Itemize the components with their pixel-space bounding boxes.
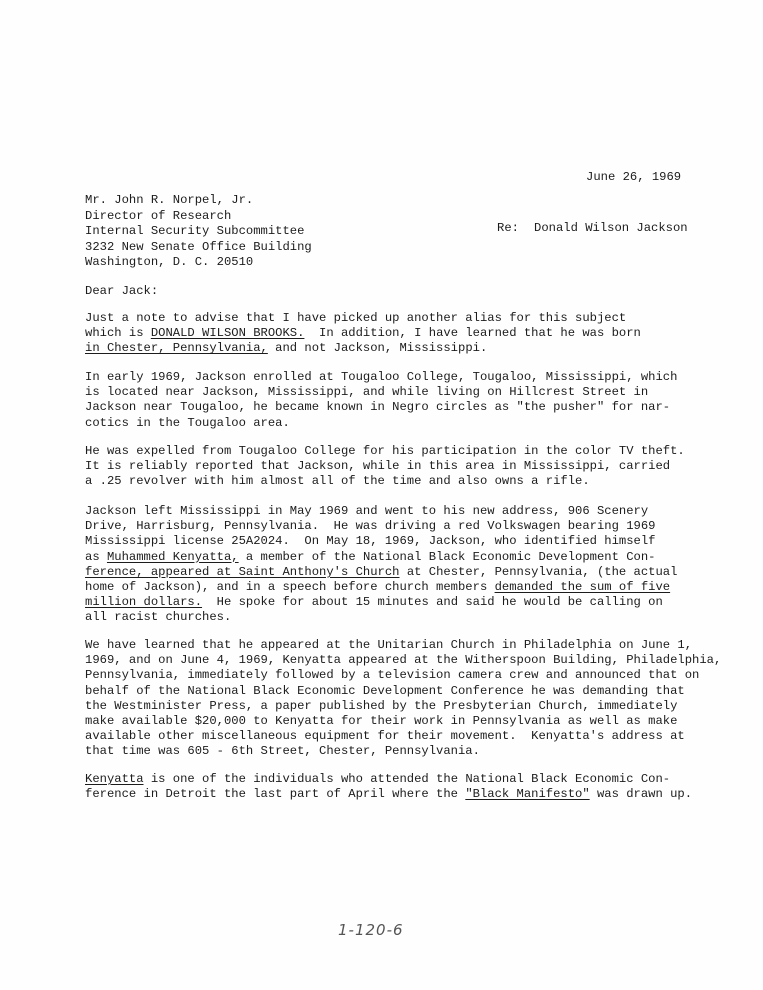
recipient-line: Mr. John R. Norpel, Jr. [85,193,254,207]
paragraph-line [85,772,745,787]
paragraph-line: behalf of the National Black Economic Development Conference he was demanding that [85,683,685,698]
text-run: He spoke for about 15 minutes and said he would be calling on [202,595,663,610]
text-run: and not Jackson, Mississippi. [267,341,488,356]
underlined-name: Muhammed Kenyatta, [106,549,239,564]
text-run: a member of the National Black Economic Development Con- [238,549,656,564]
paragraph-line [85,565,745,580]
paragraph-line [85,787,745,802]
paragraph-line: a .25 revolver with him almost all of the time and also owns a rifle. [85,474,590,489]
paragraph-tougaloo [85,370,745,431]
paragraph-line: Pennsylvania, immediately followed by a television camera crew and announced that on [85,668,700,683]
paragraph-line [85,580,745,595]
paragraph-alias [85,311,745,357]
paragraph-line: 1969, and on June 4, 1969, Kenyatta appeared at the Witherspoon Building, Philadelphia, [85,653,722,668]
paragraph-line: cotics in the Tougaloo area. [85,415,290,430]
paragraph-harrisburg [85,504,745,626]
text-run: as [85,549,107,564]
paragraph-line [85,311,745,326]
letter-date: June 26, 1969 [586,170,682,184]
text-run: Just a note to advise that I have picked up another alias for this subject [85,311,627,325]
salutation: Dear Jack: [85,284,159,298]
paragraph-line: the Westminister Press, a paper published by the Presbyterian Church, immediately [85,698,678,713]
paragraph-line [85,550,745,565]
paragraph-line: that time was 605 - 6th Street, Chester, Pennsylvania. [85,744,480,759]
paragraph-philadelphia [85,638,745,760]
paragraph-line: available other miscellaneous equipment for their movement. Kenyatta's address at [85,729,685,744]
text-run: home of Jackson), and in a speech before church members [85,580,495,595]
paragraph-line: He was expelled from Tougaloo College for his participation in the color TV theft. [85,444,685,458]
recipient-address [85,193,312,271]
text-run: was drawn up. [589,787,693,802]
paragraph-line: We have learned that he appeared at the Unitarian Church in Philadelphia on June 1, [85,638,693,652]
text-run: In addition, I have learned that he was born [304,326,641,341]
recipient-line: Washington, D. C. 20510 [85,255,254,269]
paragraph-line: all racist churches. [85,610,232,625]
underlined-birthplace: in Chester, Pennsylvania, [85,341,268,356]
paragraph-line: Drive, Harrisburg, Pennsylvania. He was driving a red Volkswagen bearing 1969 [85,519,656,534]
text-run: ference in Detroit the last part of April where the [85,787,466,802]
paragraph-line [85,341,745,356]
text-run: which is [85,326,151,341]
text-run: at Chester, Pennsylvania, (the actual [399,564,678,579]
underlined-manifesto: "Black Manifesto" [465,787,590,802]
reference-subject: Donald Wilson Jackson [534,221,688,235]
paragraph-line [85,326,745,341]
paragraph-line: make available $20,000 to Kenyatta for their work in Pennsylvania as well as make [85,714,678,729]
reference-label: Re: [497,221,519,235]
text-run: is one of the individuals who attended the National Black Economic Con- [143,772,671,786]
paragraph-line: In early 1969, Jackson enrolled at Tougaloo College, Tougaloo, Mississippi, which [85,370,678,384]
recipient-line: Internal Security Subcommittee [85,224,305,238]
recipient-line: Director of Research [85,208,232,223]
paragraph-expelled [85,444,745,490]
paragraph-line: Jackson left Mississippi in May 1969 and went to his new address, 906 Scenery [85,504,649,518]
paragraph-line: Mississippi license 25A2024. On May 18, 1969, Jackson, who identified himself [85,534,656,549]
reference-line [497,221,688,235]
underlined-church: ference, appeared at Saint Anthony's Church [85,564,400,579]
paragraph-line: is located near Jackson, Mississippi, and while living on Hillcrest Street in [85,385,649,400]
recipient-line: 3232 New Senate Office Building [85,239,312,254]
paragraph-manifesto [85,772,745,802]
paragraph-line: Jackson near Tougaloo, he became known in Negro circles as "the pusher" for nar- [85,400,671,415]
underlined-alias: DONALD WILSON BROOKS. [150,326,305,341]
underlined-kenyatta: Kenyatta [85,772,144,786]
handwritten-file-number: 1-120-6 [338,921,404,939]
underlined-demand: demanded the sum of five [494,580,671,595]
paragraph-line: It is reliably reported that Jackson, while in this area in Mississippi, carried [85,459,671,474]
paragraph-line [85,595,745,610]
underlined-amount: million dollars. [85,595,203,610]
